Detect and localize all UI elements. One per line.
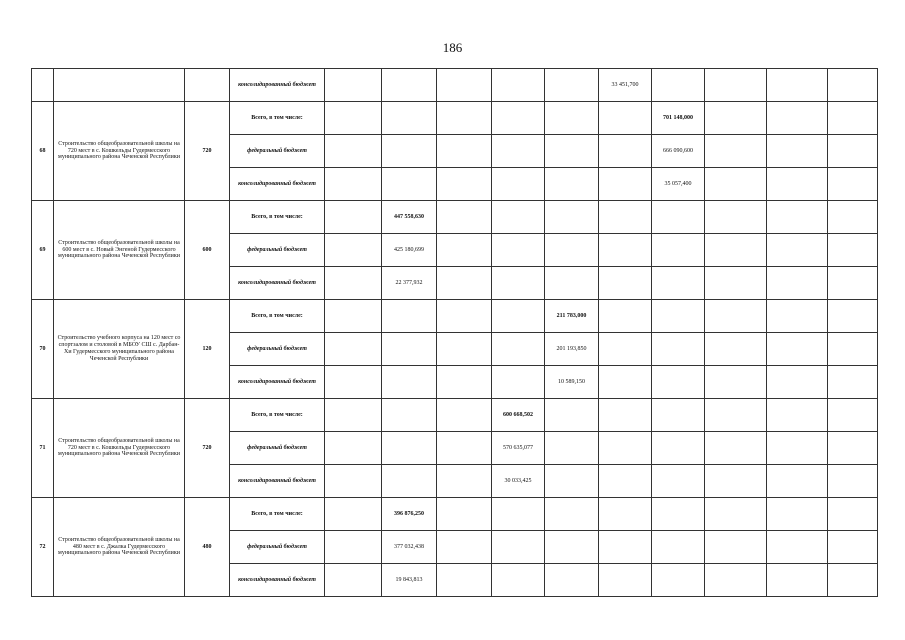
value-cell: 201 193,850 xyxy=(545,333,599,366)
empty-cell xyxy=(828,267,878,300)
empty-cell xyxy=(545,102,599,135)
empty-cell xyxy=(437,399,492,432)
num-cell xyxy=(32,69,54,102)
row-number: 68 xyxy=(32,102,54,201)
empty-cell xyxy=(828,135,878,168)
source-label: федеральный бюджет xyxy=(230,531,325,564)
source-label: Всего, в том числе: xyxy=(230,300,325,333)
empty-cell xyxy=(492,135,545,168)
empty-cell xyxy=(325,432,382,465)
empty-cell xyxy=(545,135,599,168)
value-cell: 30 033,425 xyxy=(492,465,545,498)
empty-cell xyxy=(652,498,705,531)
empty-cell xyxy=(652,69,705,102)
table-row xyxy=(32,69,878,102)
empty-cell xyxy=(652,399,705,432)
empty-cell xyxy=(599,399,652,432)
empty-cell xyxy=(325,69,382,102)
source-label: федеральный бюджет xyxy=(230,432,325,465)
page-number: 186 xyxy=(442,40,463,55)
empty-cell xyxy=(767,69,828,102)
table-row xyxy=(32,201,878,234)
object-name: Строительство учебного корпуса на 120 мест со спортзалом и столовой в МБОУ СШ с. Дарбан-Хи Гудермесского муниципального района Чеченской Республики xyxy=(54,300,185,399)
source-label: Всего, в том числе: xyxy=(230,102,325,135)
object-name: Строительство общеобразовательной школы на 600 мест в с. Новый Энгеной Гудермесского муниципального района Чеченской Республики xyxy=(54,201,185,300)
empty-cell xyxy=(767,366,828,399)
empty-cell xyxy=(705,498,767,531)
empty-cell xyxy=(437,168,492,201)
source-label: федеральный бюджет xyxy=(230,333,325,366)
empty-cell xyxy=(767,399,828,432)
budget-table xyxy=(31,68,878,597)
empty-cell xyxy=(599,531,652,564)
empty-cell xyxy=(652,333,705,366)
empty-cell xyxy=(437,366,492,399)
capacity: 600 xyxy=(185,201,230,300)
empty-cell xyxy=(545,69,599,102)
empty-cell xyxy=(767,300,828,333)
empty-cell xyxy=(828,498,878,531)
empty-cell xyxy=(828,234,878,267)
empty-cell xyxy=(325,135,382,168)
empty-cell xyxy=(437,69,492,102)
empty-cell xyxy=(705,366,767,399)
empty-cell xyxy=(767,135,828,168)
empty-cell xyxy=(437,102,492,135)
empty-cell xyxy=(767,432,828,465)
empty-cell xyxy=(325,366,382,399)
empty-cell xyxy=(599,432,652,465)
empty-cell xyxy=(325,234,382,267)
source-label: консолидированный бюджет xyxy=(230,366,325,399)
value-cell: 19 843,813 xyxy=(382,564,437,597)
empty-cell xyxy=(767,564,828,597)
empty-cell xyxy=(325,201,382,234)
empty-cell xyxy=(652,366,705,399)
value-cell: 10 589,150 xyxy=(545,366,599,399)
empty-cell xyxy=(437,564,492,597)
value-cell: 22 377,932 xyxy=(382,267,437,300)
empty-cell xyxy=(599,564,652,597)
empty-cell xyxy=(325,333,382,366)
source-label: Всего, в том числе: xyxy=(230,201,325,234)
empty-cell xyxy=(382,333,437,366)
empty-cell xyxy=(382,135,437,168)
capacity: 720 xyxy=(185,102,230,201)
empty-cell xyxy=(382,69,437,102)
empty-cell xyxy=(545,465,599,498)
empty-cell xyxy=(767,102,828,135)
empty-cell xyxy=(767,498,828,531)
empty-cell xyxy=(492,234,545,267)
empty-cell xyxy=(705,267,767,300)
source-label: Всего, в том числе: xyxy=(230,399,325,432)
capacity: 720 xyxy=(185,399,230,498)
row-number: 72 xyxy=(32,498,54,597)
row-number: 69 xyxy=(32,201,54,300)
empty-cell xyxy=(492,69,545,102)
empty-cell xyxy=(545,234,599,267)
source-label: консолидированный бюджет xyxy=(230,168,325,201)
value-cell: 35 057,400 xyxy=(652,168,705,201)
empty-cell xyxy=(705,168,767,201)
empty-cell xyxy=(652,234,705,267)
empty-cell xyxy=(652,432,705,465)
empty-cell xyxy=(705,69,767,102)
empty-cell xyxy=(437,300,492,333)
value-cell: 600 668,502 xyxy=(492,399,545,432)
empty-cell xyxy=(492,267,545,300)
empty-cell xyxy=(828,564,878,597)
object-name: Строительство общеобразовательной школы на 720 мест в с. Кошкельды Гудермесского муниципального района Чеченской Республики xyxy=(54,399,185,498)
empty-cell xyxy=(325,267,382,300)
empty-cell xyxy=(652,267,705,300)
empty-cell xyxy=(545,168,599,201)
value-cell: 425 180,699 xyxy=(382,234,437,267)
empty-cell xyxy=(437,135,492,168)
empty-cell xyxy=(437,498,492,531)
source-label: консолидированный бюджет xyxy=(230,465,325,498)
source-label: федеральный бюджет xyxy=(230,135,325,168)
empty-cell xyxy=(599,168,652,201)
empty-cell xyxy=(492,366,545,399)
empty-cell xyxy=(492,333,545,366)
object-name: Строительство общеобразовательной школы на 480 мест в с. Джалка Гудермесского муниципального района Чеченской Республики xyxy=(54,498,185,597)
capacity: 480 xyxy=(185,498,230,597)
empty-cell xyxy=(437,234,492,267)
source-label: консолидированный бюджет xyxy=(230,564,325,597)
empty-cell xyxy=(705,201,767,234)
empty-cell xyxy=(599,267,652,300)
empty-cell xyxy=(492,102,545,135)
value-cell: 570 635,077 xyxy=(492,432,545,465)
empty-cell xyxy=(325,300,382,333)
empty-cell xyxy=(599,135,652,168)
empty-cell xyxy=(545,399,599,432)
empty-cell xyxy=(705,102,767,135)
empty-cell xyxy=(545,267,599,300)
empty-cell xyxy=(545,432,599,465)
source-label: федеральный бюджет xyxy=(230,234,325,267)
empty-cell xyxy=(599,201,652,234)
value-cell: 377 032,438 xyxy=(382,531,437,564)
empty-cell xyxy=(652,465,705,498)
empty-cell xyxy=(599,465,652,498)
empty-cell xyxy=(437,432,492,465)
empty-cell xyxy=(437,201,492,234)
empty-cell xyxy=(828,201,878,234)
table-row xyxy=(32,399,878,432)
empty-cell xyxy=(325,168,382,201)
empty-cell xyxy=(599,300,652,333)
empty-cell xyxy=(767,234,828,267)
empty-cell xyxy=(382,102,437,135)
empty-cell xyxy=(828,102,878,135)
table-body xyxy=(32,69,878,597)
value-cell: 396 876,250 xyxy=(382,498,437,531)
empty-cell xyxy=(492,564,545,597)
empty-cell xyxy=(599,234,652,267)
empty-cell xyxy=(705,234,767,267)
empty-cell xyxy=(325,102,382,135)
empty-cell xyxy=(492,300,545,333)
empty-cell xyxy=(767,168,828,201)
empty-cell xyxy=(325,564,382,597)
empty-cell xyxy=(382,300,437,333)
empty-cell xyxy=(828,366,878,399)
empty-cell xyxy=(437,465,492,498)
empty-cell xyxy=(828,69,878,102)
empty-cell xyxy=(828,432,878,465)
empty-cell xyxy=(492,168,545,201)
name-cell xyxy=(54,69,185,102)
empty-cell xyxy=(492,201,545,234)
empty-cell xyxy=(705,300,767,333)
row-number: 70 xyxy=(32,300,54,399)
value-cell: 447 558,630 xyxy=(382,201,437,234)
table-row xyxy=(32,102,878,135)
empty-cell xyxy=(545,201,599,234)
empty-cell xyxy=(382,168,437,201)
empty-cell xyxy=(492,531,545,564)
empty-cell xyxy=(382,465,437,498)
empty-cell xyxy=(652,201,705,234)
empty-cell xyxy=(545,564,599,597)
empty-cell xyxy=(545,498,599,531)
row-number: 71 xyxy=(32,399,54,498)
empty-cell xyxy=(382,432,437,465)
value-cell: 33 451,700 xyxy=(599,69,652,102)
empty-cell xyxy=(705,432,767,465)
empty-cell xyxy=(705,465,767,498)
value-cell: 666 090,600 xyxy=(652,135,705,168)
empty-cell xyxy=(652,300,705,333)
empty-cell xyxy=(767,201,828,234)
empty-cell xyxy=(652,564,705,597)
empty-cell xyxy=(599,498,652,531)
empty-cell xyxy=(705,333,767,366)
empty-cell xyxy=(382,366,437,399)
empty-cell xyxy=(828,399,878,432)
empty-cell xyxy=(325,531,382,564)
empty-cell xyxy=(652,531,705,564)
empty-cell xyxy=(599,333,652,366)
empty-cell xyxy=(767,465,828,498)
empty-cell xyxy=(599,366,652,399)
empty-cell xyxy=(767,267,828,300)
object-name: Строительство общеобразовательной школы на 720 мест в с. Кошкельды Гудермесского муниципального района Чеченской Республики xyxy=(54,102,185,201)
source-label: Всего, в том числе: xyxy=(230,498,325,531)
source-cell: консолидированный бюджет xyxy=(230,69,325,102)
empty-cell xyxy=(705,564,767,597)
source-label: консолидированный бюджет xyxy=(230,267,325,300)
empty-cell xyxy=(828,168,878,201)
empty-cell xyxy=(828,531,878,564)
value-cell: 211 783,000 xyxy=(545,300,599,333)
value-cell: 701 148,000 xyxy=(652,102,705,135)
empty-cell xyxy=(828,333,878,366)
empty-cell xyxy=(767,333,828,366)
empty-cell xyxy=(437,531,492,564)
empty-cell xyxy=(382,399,437,432)
empty-cell xyxy=(705,531,767,564)
empty-cell xyxy=(492,498,545,531)
capacity-cell xyxy=(185,69,230,102)
capacity: 120 xyxy=(185,300,230,399)
empty-cell xyxy=(437,333,492,366)
empty-cell xyxy=(325,465,382,498)
empty-cell xyxy=(599,102,652,135)
empty-cell xyxy=(325,498,382,531)
empty-cell xyxy=(545,531,599,564)
empty-cell xyxy=(325,399,382,432)
empty-cell xyxy=(437,267,492,300)
table-row xyxy=(32,300,878,333)
empty-cell xyxy=(828,300,878,333)
empty-cell xyxy=(828,465,878,498)
empty-cell xyxy=(705,135,767,168)
empty-cell xyxy=(767,531,828,564)
empty-cell xyxy=(705,399,767,432)
table-row xyxy=(32,498,878,531)
